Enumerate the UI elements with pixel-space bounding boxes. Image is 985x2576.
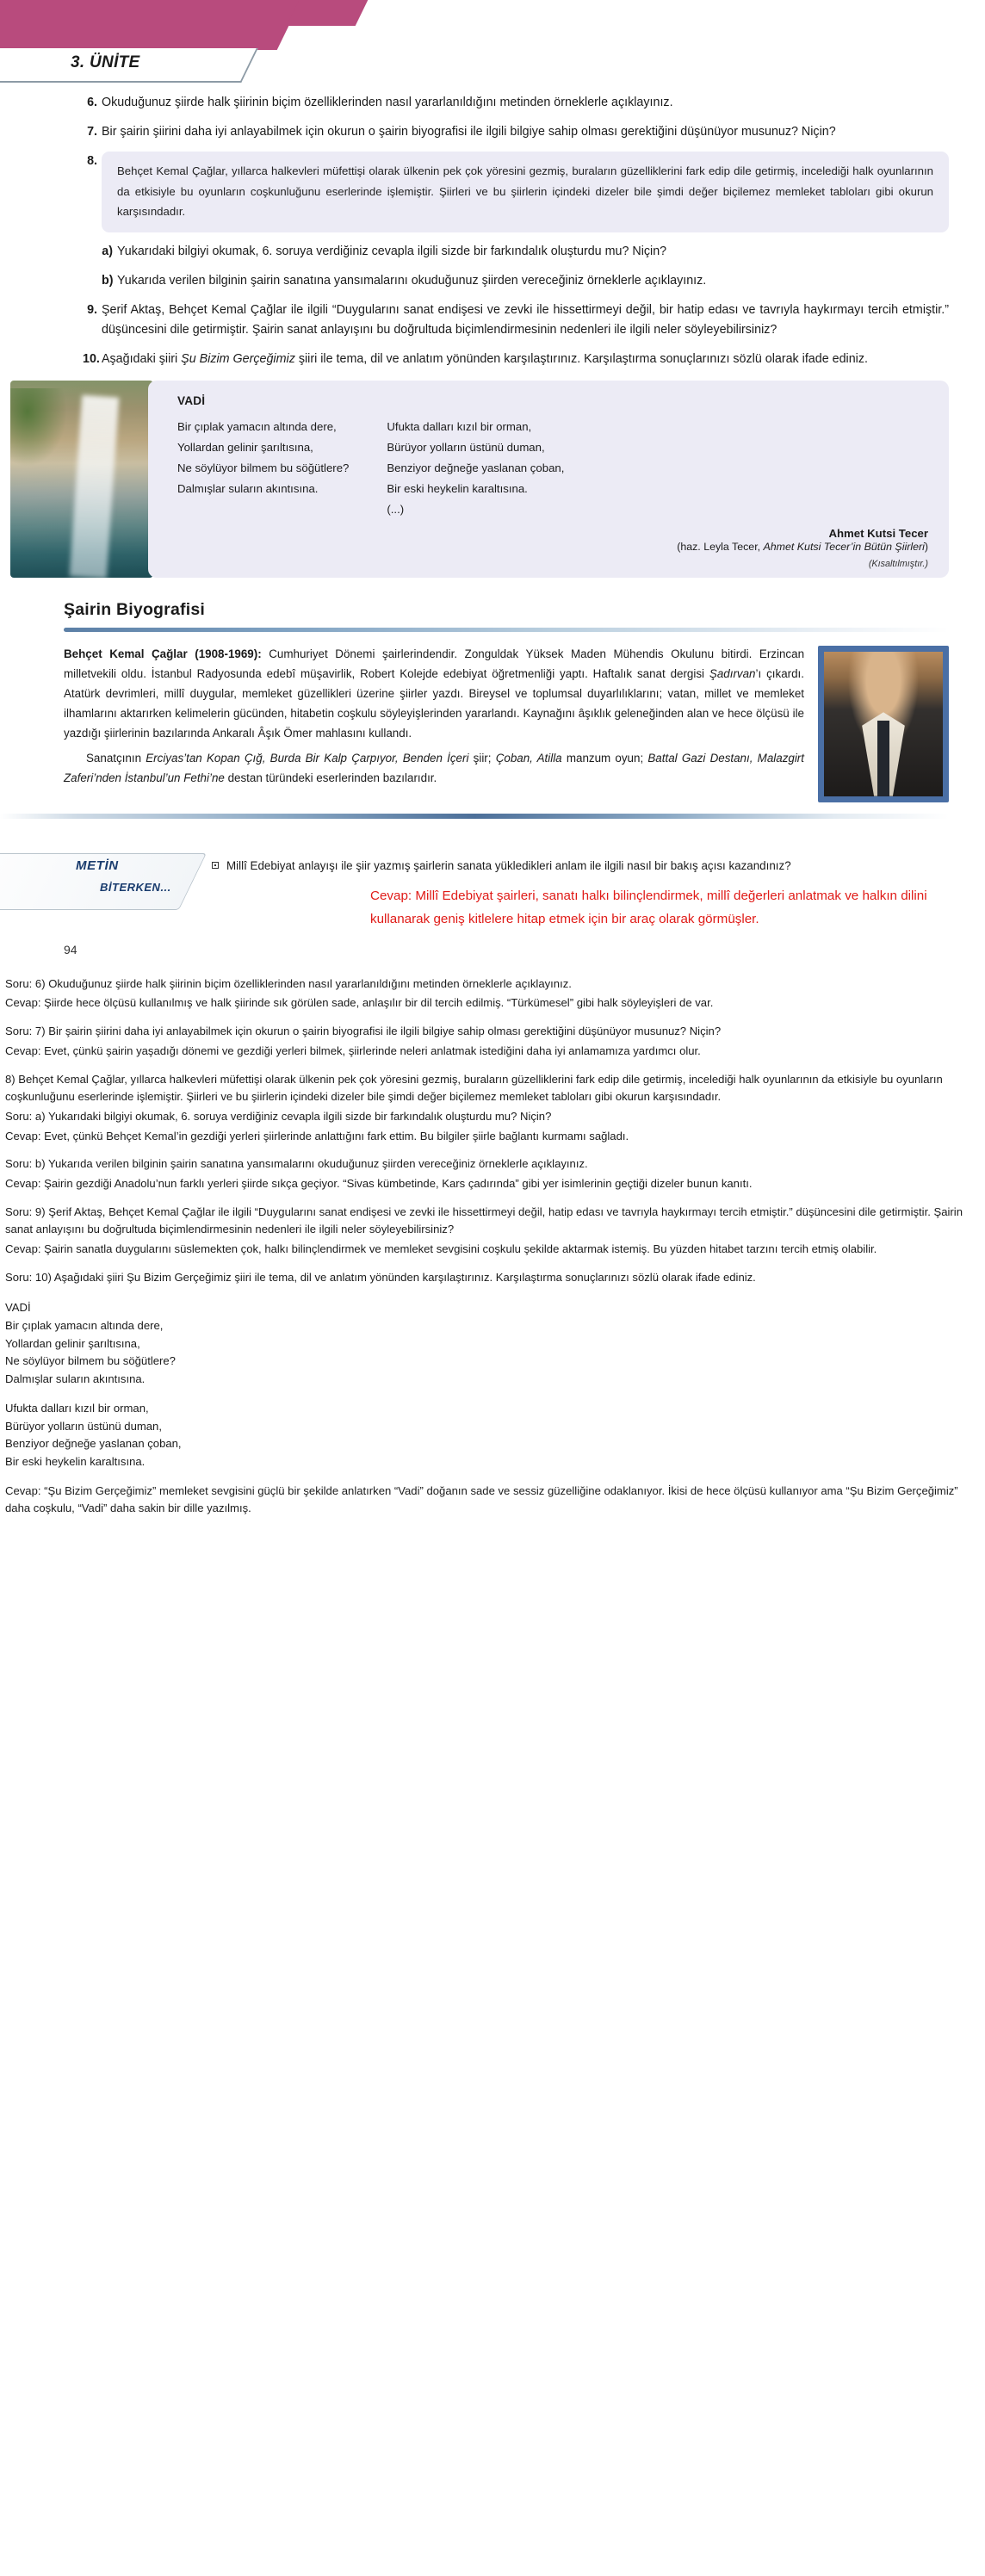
biography-p2b: şiir; xyxy=(468,751,496,765)
poem-line: Bürüyor yolların üstünü duman, xyxy=(387,440,545,454)
biography-divider xyxy=(64,628,949,632)
biography-section xyxy=(64,600,949,788)
poem-line: Bir eski heykelin karaltısına. xyxy=(387,481,528,495)
question-8-info-box: Behçet Kemal Çağlar, yıllarca halkevleri müfettişi olarak ülkenin pek çok yöresini gezmiş, buraların güzelliklerini fark edip dile getirmiş, incelediği halk oyunlarının da etkisiyle bu oyunların coşkunluğunu eserlerinde işlemiştir. Şiirleri ve bu şiirlerin içindeki dizeler bile şimdi değer biçilemez memleket tabloları gibi okurun karşısındadır. xyxy=(102,152,949,232)
poem-source-book: Ahmet Kutsi Tecer’in Bütün Şiirleri xyxy=(763,540,925,553)
question-10 xyxy=(83,350,949,369)
question-8-number: 8. xyxy=(87,154,97,169)
question-10-text xyxy=(102,350,949,369)
poem-column-left xyxy=(177,417,349,520)
transcript-answer: Cevap: Şairin gezdiği Anadolu’nun farklı yerleri şiirde sıkça geçiyor. “Sivas kümbetinde, Kars çadırında” gibi yer isimlerinin geçtiği dizeler bunun kanıtı. xyxy=(5,1176,753,1190)
question-7 xyxy=(83,122,949,142)
transcript-gap xyxy=(5,1471,970,1483)
question-8b-label: b) xyxy=(102,273,114,288)
transcript-poem-line: Bir çıplak yamacın altında dere, xyxy=(5,1319,164,1333)
transcript-question: Soru: 9) Şerif Aktaş, Behçet Kemal Çağlar ile ilgili “Duygularını sanat endişesi ve zevki ile hissettirmeyi değil, hatip edası ve tavrıyla haykırmayı tercih etmiştir.” düşüncesini dile getirmiştir. Şairin sanat anlayışını bu doğrultuda biçimlendirmesinin nedenleri ile ilgili neler söyleyebilirsiniz? xyxy=(5,1204,963,1236)
poet-portrait xyxy=(818,646,949,802)
unit-title: 3. ÜNİTE xyxy=(71,53,140,71)
transcript-answer: Cevap: Evet, çünkü şairin yaşadığı dönemi ve gezdiği yerleri bilmek, şiirlerinde neleri anlatmak istediğini daha iyi anlamamıza yardımcı olur. xyxy=(5,1043,701,1057)
poem-title: VADİ xyxy=(177,393,206,407)
question-6-text: Okuduğunuz şiirde halk şiirinin biçim özelliklerinden nasıl yararlanıldığını metinden örneklerle açıklayınız. xyxy=(102,96,673,109)
transcript-poem-line: VADİ xyxy=(5,1301,31,1315)
transcript-question: Soru: a) Yukarıdaki bilgiyi okumak, 6. soruya verdiğiniz cevapla ilgili sizde bir farkındalık oluşturdu mu? Niçin? xyxy=(5,1109,552,1123)
question-7-text: Bir şairin şiirini daha iyi anlayabilmek için okurun o şairin biyografisi ile ilgili bilgiye sahip olması gerektiğini düşünüyor musunuz? Niçin? xyxy=(102,125,836,139)
question-list xyxy=(0,86,985,370)
question-10-number: 10. xyxy=(83,352,100,367)
transcript-question: Soru: 6) Okuduğunuz şiirde halk şiirinin biçim özelliklerinden nasıl yararlanıldığını metinden örneklerle açıklayınız. xyxy=(5,976,572,990)
transcript-question: Soru: 7) Bir şairin şiirini daha iyi anlayabilmek için okurun o şairin biyografisi ile ilgili bilgiye sahip olması gerektiğini düşünüyor musunuz? Niçin? xyxy=(5,1025,722,1038)
transcript-answer: Cevap: Şiirde hece ölçüsü kullanılmış ve halk şiirinde sık görülen sade, anlaşılır bir dil tercih edilmiş. “Türkümesel” gibi halk söyleyişleri de var. xyxy=(5,996,714,1010)
square-bullet-icon xyxy=(212,862,219,869)
transcript-poem-line: Ufukta dalları kızıl bir orman, xyxy=(5,1401,149,1415)
question-9-text: Şerif Aktaş, Behçet Kemal Çağlar ile ilgili “Duygularını sanat endişesi ve zevki ile hissettirmeyi değil, bir hatip edası ve tavrıyla haykırmayı tercih etmiştir.” düşüncesini dile getirmiştir. Şairin sanat anlayışını bu doğrultuda biçimlendirmesinin nedenleri ile ilgili neler söyleyebilirsiniz? xyxy=(102,303,949,337)
question-8a-label: a) xyxy=(102,244,113,258)
metin-biterken-question-text: Millî Edebiyat anlayışı ile şiir yazmış şairlerin sanata yükledikleri anlam ile ilgili nasıl bir bakış açısı kazandınız? xyxy=(226,859,791,872)
biography-works-poetry: Erciyas’tan Kopan Çığ, Burda Bir Kalp Çarpıyor, Benden İçeri xyxy=(146,751,469,765)
section-divider xyxy=(0,814,949,819)
poem-source-suffix: ) xyxy=(924,540,928,553)
header-pink-shape xyxy=(0,0,301,50)
biography-p2c: manzum oyun; xyxy=(561,751,648,765)
poem-line: Bir çıplak yamacın altında dere, xyxy=(177,419,337,433)
metin-biterken-question xyxy=(212,853,933,876)
question-6-number: 6. xyxy=(87,96,97,109)
biography-p2a: Sanatçının xyxy=(86,751,146,765)
transcript-poem-line: Benziyor değneğe yaslanan çoban, xyxy=(5,1437,182,1451)
poem-line: Dalmışlar suların akıntısına. xyxy=(177,481,319,495)
poem-source-prefix: (haz. Leyla Tecer, xyxy=(677,540,764,553)
transcript-gap xyxy=(5,1389,970,1400)
biography-works-plays: Çoban, Atilla xyxy=(495,751,562,765)
transcript-gap xyxy=(5,1288,970,1299)
question-8 xyxy=(83,152,949,232)
biography-paragraph-2 xyxy=(64,748,949,788)
transcript-block xyxy=(5,975,970,1518)
poem-line: Ne söylüyor bilmem bu söğütlere? xyxy=(177,461,350,474)
poem-ellipsis: (...) xyxy=(387,502,405,516)
metin-biterken-label-line1: METİN xyxy=(76,858,119,873)
question-10-pre: Aşağıdaki şiiri xyxy=(102,352,182,367)
question-7-number: 7. xyxy=(87,125,97,139)
biography-p2d: destan türündeki eserlerinden bazılarıdır. xyxy=(224,771,437,784)
question-8a-text: Yukarıdaki bilgiyi okumak, 6. soruya verdiğiniz cevapla ilgili sizde bir farkındalık oluşturdu mu? Niçin? xyxy=(117,244,667,258)
question-9-number: 9. xyxy=(87,303,97,318)
transcript-answer: Cevap: Evet, çünkü Behçet Kemal’in gezdiği yerleri şiirlerinde anlattığını fark ettim. Bu bilgiler şiirle bağlantı kurmamı sağladı. xyxy=(5,1129,629,1142)
poem-column-right xyxy=(387,417,564,520)
biography-works-epics: Battal Gazi Destanı, Malazgirt Zaferi’nden İstanbul’un Fethi’ne xyxy=(64,751,804,784)
poem-abridged-note: (Kısaltılmıştır.) xyxy=(868,558,928,569)
question-6 xyxy=(83,93,949,113)
poem-author: Ahmet Kutsi Tecer xyxy=(828,526,928,540)
transcript-poem-line: Bürüyor yolların üstünü duman, xyxy=(5,1419,162,1433)
waterfall-photo xyxy=(10,381,153,578)
biography-heading: Şairin Biyografisi xyxy=(64,599,205,619)
biography-p1b: ’ı çıkardı. Atatürk devrimleri, millî duygular, memleket güzellikleri üzerine şiirler yazdı. Bireysel ve toplumsal duyarlılıklarını; vatan, millet ve memleket ilhamlarını aktarırken kelimelerin gücünden, hitabetin coşkulu söyleyişlerinden yararlandı. Kaynağını âşıklık geleneğinden alan ve hece ölçüsü ile yazdığı şiirlerinin bazılarında Ankaralı Âşık Ömer mahlasını kullandı. xyxy=(64,666,804,740)
biography-p1a: Cumhuriyet Dönemi şairlerindendir. Zonguldak Yüksek Maden Mühendis Okulunu bitirdi. Erzincan milletvekili oldu. İstanbul Radyosunda edebî müşavirlik, Robert Kolejde edebiyat öğretmenliği yaptı. Haftalık sanat dergisi xyxy=(64,647,805,680)
poem-line: Benziyor değneğe yaslanan çoban, xyxy=(387,461,565,474)
metin-biterken-section xyxy=(0,853,985,965)
question-8a xyxy=(83,242,949,262)
transcript-poem-line: Ne söylüyor bilmem bu söğütlere? xyxy=(5,1354,176,1368)
question-10-poem-title: Şu Bizim Gerçeğimiz xyxy=(181,352,295,367)
biography-poet-name: Behçet Kemal Çağlar (1908-1969): xyxy=(64,647,262,660)
transcript-answer: Cevap: “Şu Bizim Gerçeğimiz” memleket sevgisini güçlü bir şekilde anlatırken “Vadi” doğanın sade ve sessiz güzelliğine odaklanıyor. İkisi de hece ölçüsü kullanıyor ama “Şu Bizim Gerçeğimiz” daha coşkulu, “Vadi” daha sakin bir dille yazılmış. xyxy=(5,1483,958,1515)
poem-line: Ufukta dalları kızıl bir orman, xyxy=(387,419,532,433)
poet-portrait-image xyxy=(824,652,943,796)
question-10-post: şiiri ile tema, dil ve anlatım yönünden karşılaştırınız. Karşılaştırma sonuçlarınızı sözlü olarak ifade ediniz. xyxy=(294,352,868,367)
metin-biterken-answer: Cevap: Millî Edebiyat şairleri, sanatı halkı bilinçlendirmek, millî değerleri anlatmak ve halkın dilini kullanarak geniş kitlelere hitap etmek için bir araç olarak görmüşler. xyxy=(370,888,927,926)
transcript-poem-line: Bir eski heykelin karaltısına. xyxy=(5,1454,146,1468)
poem-line: Yollardan gelinir şarıltısına, xyxy=(177,440,313,454)
transcript-question: Soru: b) Yukarıda verilen bilginin şairin sanatına yansımalarını okuduğunuz şiirden vereceğiniz örneklerle açıklayınız. xyxy=(5,1157,588,1171)
transcript-answer: Cevap: Şairin sanatla duygularını süslemekten çok, halkı bilinçlendirmek ve memleket sevgisini coşkulu şekilde aktarmak istemiş. Bu yüzden hitabet tarzını tercih etmiş olabilir. xyxy=(5,1242,877,1256)
transcript-poem-line: Dalmışlar suların akıntısına. xyxy=(5,1372,146,1386)
page-header xyxy=(0,0,985,86)
transcript-question: Soru: 10) Aşağıdaki şiiri Şu Bizim Gerçeğimiz şiiri ile tema, dil ve anlatım yönünden karşılaştırınız. Karşılaştırma sonuçlarınızı sözlü olarak ifade ediniz. xyxy=(5,1270,756,1284)
transcript-poem-line: Yollardan gelinir şarıltısına, xyxy=(5,1336,140,1350)
biography-magazine-name: Şadırvan xyxy=(709,666,756,680)
transcript-question: 8) Behçet Kemal Çağlar, yıllarca halkevleri müfettişi olarak ülkenin pek çok yöresini gezmiş, buraların güzelliklerini fark edip dile getirmiş, incelediği halk oyunlarının da etkisiyle bu oyunların coşkunluğunu eserlerinde işlemiştir. Şiirleri ve bu şiirlerin içindeki dizeler bile şimdi değer biçilemez memleket tabloları gibi okurun karşısındadır. xyxy=(5,1072,943,1104)
question-8b xyxy=(83,271,949,291)
header-pink-accent xyxy=(287,0,369,26)
biography-paragraph-1 xyxy=(64,644,949,743)
metin-biterken-label-line2: BİTERKEN... xyxy=(100,881,171,894)
poem-source xyxy=(177,541,928,553)
page-number: 94 xyxy=(64,942,77,957)
question-9 xyxy=(83,300,949,340)
question-8b-text: Yukarıda verilen bilginin şairin sanatına yansımalarını okuduğunuz şiirden vereceğiniz örneklerle açıklayınız. xyxy=(117,273,707,288)
poem-panel xyxy=(10,381,949,578)
